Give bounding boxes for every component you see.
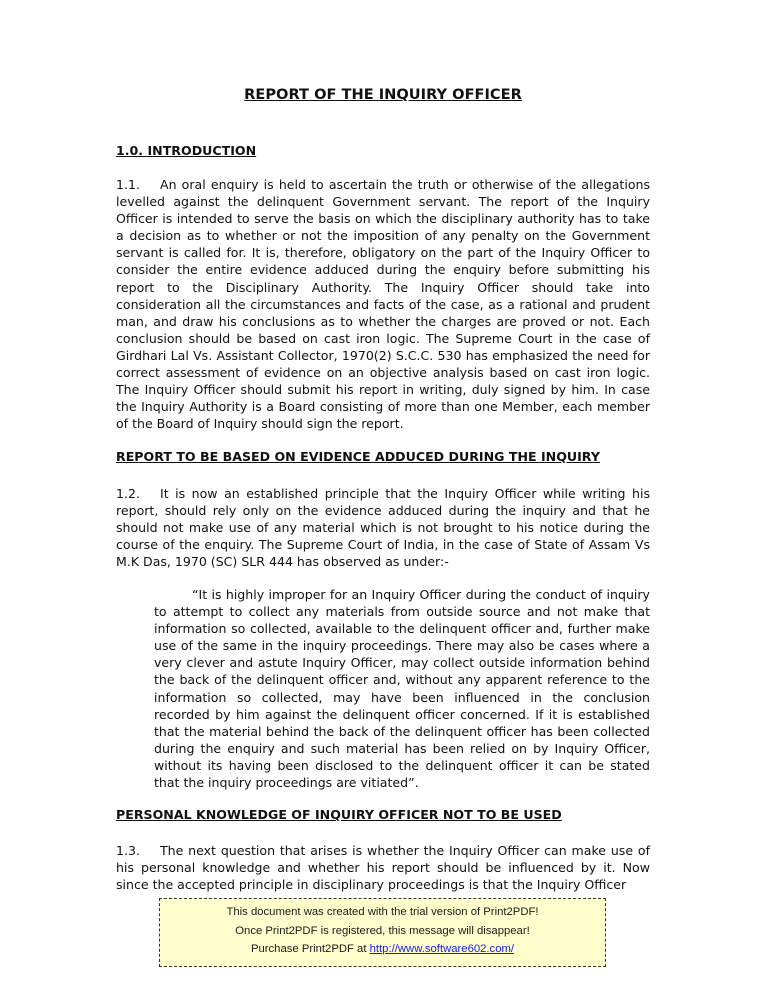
- banner-line-2: Once Print2PDF is registered, this message will disappear!: [235, 924, 530, 937]
- section-heading-personal-knowledge: PERSONAL KNOWLEDGE OF INQUIRY OFFICER NOT TO BE USED: [116, 807, 562, 822]
- paragraph-number: 1.2.: [116, 486, 140, 501]
- software602-link[interactable]: http://www.software602.com/: [369, 943, 515, 955]
- paragraph-1-2: [116, 485, 650, 570]
- paragraph-number: 1.1.: [116, 177, 140, 192]
- court-quote: “It is highly improper for an Inquiry Officer during the conduct of inquiry to attempt to collect any materials from outside source and not make that information so collected, available to the delinquent officer and, further make use of the same in the inquiry proceedings. There may also be cases where a very clever and astute Inquiry Officer, may collect outside information behind the back of the delinquent officer and, without any apparent reference to the information so collected, may have been influenced in the conclusion recorded by him against the delinquent officer concerned. If it is established that the material behind the back of the delinquent officer has been collected during the enquiry and such material has been relied on by Inquiry Officer, without its having been disclosed to the delinquent officer it can be stated that the inquiry proceedings are vitiated”.: [154, 587, 650, 791]
- paragraph-text: An oral enquiry is held to ascertain the truth or otherwise of the allegations levelled against the delinquent Government servant. The report of the Inquiry Officer is intended to serve the basis on which the disciplinary authority has to take a decision as to whether or not the imposition of any penalty on the Government servant is called for. It is, therefore, obligatory on the part of the Inquiry Officer to consider the entire evidence adduced during the enquiry before submitting his report to the Disciplinary Authority. The Inquiry Officer should take into consideration all the circumstances and facts of the case, as a rational and prudent man, and draw his conclusions as to whether the charges are proved or not. Each conclusion should be based on cast iron logic. The Supreme Court in the case of Girdhari Lal Vs. Assistant Collector, 1970(2) S.C.C. 530 has emphasized the need for correct assessment of evidence on an objective analysis based on cast iron logic. The Inquiry Officer should submit his report in writing, duly signed by him. In case the Inquiry Authority is a Board consisting of more than one Member, each member of the Board of Inquiry should sign the report.: [116, 177, 650, 432]
- document-title: REPORT OF THE INQUIRY OFFICER: [244, 86, 522, 103]
- section-heading-evidence: REPORT TO BE BASED ON EVIDENCE ADDUCED DURING THE INQUIRY: [116, 449, 600, 464]
- section-heading-introduction: 1.0. INTRODUCTION: [116, 143, 257, 158]
- paragraph-number: 1.3.: [116, 843, 140, 858]
- banner-line-3: [160, 940, 605, 959]
- banner-purchase-text: Purchase Print2PDF at: [250, 943, 370, 955]
- paragraph-1-1: [116, 176, 650, 432]
- paragraph-text: The next question that arises is whether the Inquiry Officer can make use of his personal knowledge and whether his report should be influenced by it. Now since the accepted principle in disciplinary proceedings is that the Inquiry Officer: [116, 843, 650, 893]
- trial-watermark-banner: [159, 898, 606, 967]
- banner-line-1: This document was created with the trial version of Print2PDF!: [226, 906, 539, 918]
- paragraph-text: It is now an established principle that the Inquiry Officer while writing his report, should rely only on the evidence adduced during the inquiry and that he should not make use of any material which is not brought to his notice during the course of the enquiry. The Supreme Court of India, in the case of State of Assam Vs M.K Das, 1970 (SC) SLR 444 has observed as under:-: [116, 486, 650, 570]
- paragraph-1-3: [116, 842, 650, 893]
